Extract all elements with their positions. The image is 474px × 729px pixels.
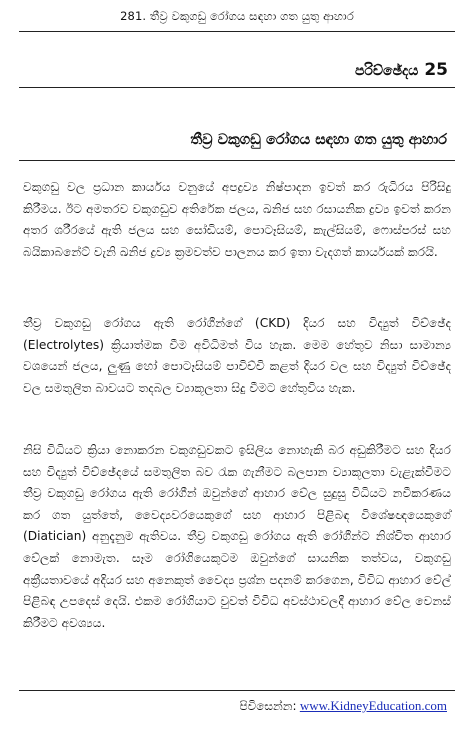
chapter-number: 25: [424, 60, 448, 80]
chapter-label: පරිච්ඡේදය: [355, 63, 419, 79]
website-link[interactable]: www.KidneyEducation.com: [299, 698, 447, 713]
title-divider: [19, 160, 455, 161]
footer: [239, 698, 447, 714]
footer-divider: [19, 690, 455, 691]
paragraph-2: තීව්‍ර වකුගඩු රෝගය ඇති රෝගීන්ගේ (CKD) දියර සහ විද්‍යුත් විච්ඡේද (Electrolytes) ක්‍රියාත්මක වීම අවිධිමත් විය හැක. මෙම හේතුව නිසා සාමාන්‍ය වශයෙන් ජලය, ලුණු හෝ පොටෑසියම් පාවිච්චි කළත් දියර වල සහ විද්‍යුත් විච්ඡේද වල සමතුලිත බාවයට තදබල ව්‍යාකූලතා සිදු වීමට හේතුවිය හැක.: [23, 316, 451, 395]
chapter-title: තීව්‍ර වකුගඩු රෝගය සඳහා ගත යුතු ආහාර: [190, 132, 447, 148]
paragraph-1: වකුගඩු වල ප්‍රධාන කාර්යය වනුයේ අපද්‍රව්‍ය නිෂ්පාදන ඉවත් කර රුධිරය පිරිසිදු කිරීමය. ඊට අමතරව වකුගඩුව අතිරේක ජලය, ඛනිජ සහ රසායනික ද්‍රව්‍ය ඉවත් කරන අතර ශරීරයේ ඇති ජලය සහ සෝඩියම්, පොටෑසියම්, කැල්සියම්, ෆොස්පරස් සහ බයිකාබනේට් වැනි ඛනිජ ද්‍රව්‍ය ක්‍රමවත්ව පාලනය කර ඉතා වැදගත් කාර්යයක් කරයි.: [23, 180, 451, 259]
footer-label: පිවිසෙන්න:: [239, 699, 297, 713]
running-head: 281. තීව්‍ර වකුගඩු රෝගය සඳහා ගත යුතු ආහාර: [120, 9, 354, 23]
header-divider: [19, 31, 455, 32]
paragraph-3: නිසි විධියට ක්‍රියා නොකරන වකුගඩුවකට ඉසිලිය නොහැකි බර අඩුකිරීමට සහ දියර සහ විද්‍යුත් විච්ඡේදයේ සමතුලිත බව රැක ගැනීමට බලපාන ව්‍යාකූලතා වැළැක්වීමට තීව්‍ර වකුගඩු රෝගය ඇති රෝගීන් ඔවුන්ගේ ආහාර වේල සුදුසු විධියට නවීකරණය කර ගත යුත්තේ, වෛද්‍යවරයෙකුගේ සහ ආහාර පිළිබඳ විශේෂඥයෙකුගේ (Diatician) අනුදැනුම ඇතිවය. තීව්‍ර වකුගඩු රෝගය ඇති රෝගීන්ට නිශ්චිත ආහාර වේලක් නොමැත. සෑම රෝගියෙකුටම ඔවුන්ගේ සායනික තත්වය, වකුගඩු අක්‍රීයතාවයේ අදියර සහ අනෙකුත් වෛද්‍ය ප්‍රශ්න පදනම් කරගෙන, විවිධ ආහාර වේල් පිළිබඳ උපදෙස් දෙයි. එකම රෝගියාට වුවත් විවිධ අවස්ථාවලදී ආහාර වේල වෙනස් කිරීමට අවශ්‍යය.: [23, 443, 451, 630]
chapter-heading: [355, 60, 448, 80]
chapter-divider: [19, 87, 455, 88]
